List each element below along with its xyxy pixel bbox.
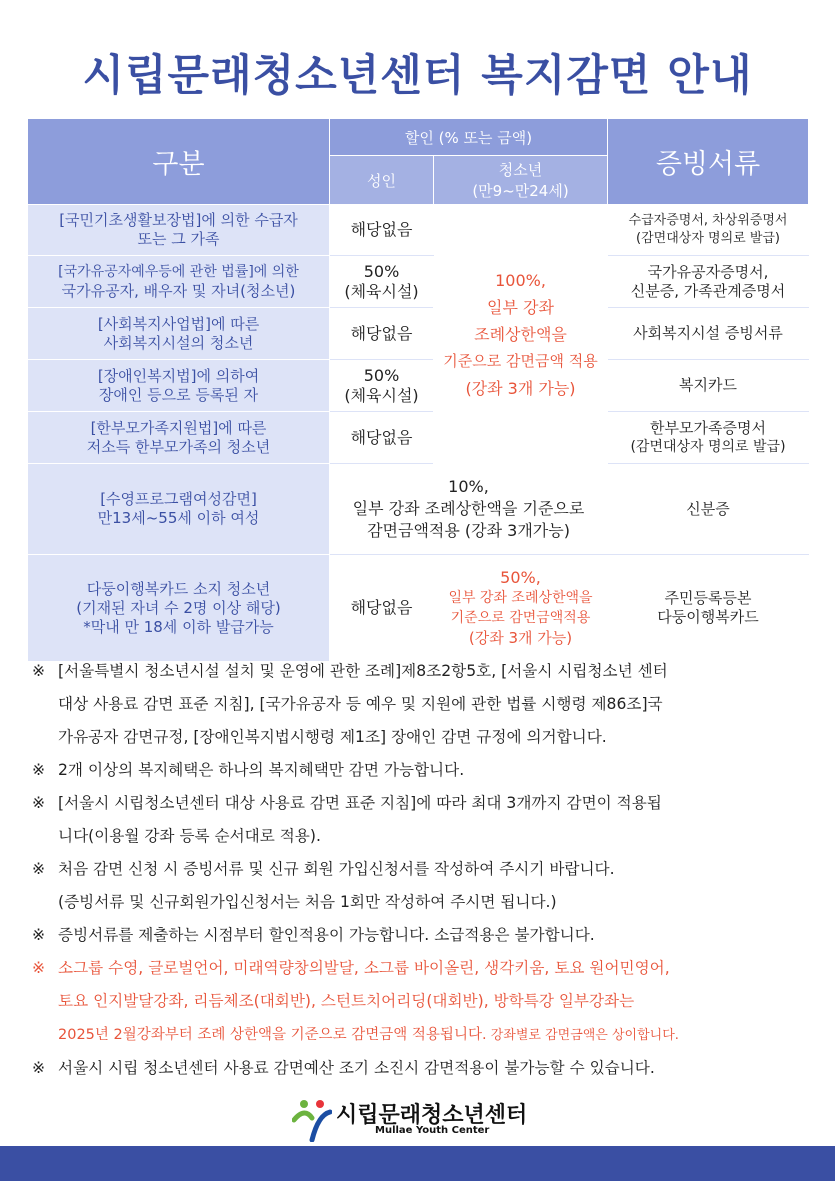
note-6-line3 <box>32 1018 817 1052</box>
note-text: [서울시 시립청소년센터 대상 사용료 감면 표준 지침]에 따라 최대 3개까지 감면이 적용됩 <box>58 794 662 812</box>
row4-docs: 복지카드 <box>608 360 809 412</box>
note-mark: ※ <box>32 926 46 944</box>
row1-category-line2: 또는 그 가족 <box>137 230 220 248</box>
note-text: 소그룹 수영, 글로벌언어, 미래역량창의발달, 소그룹 바이올린, 생각키움, 토요 원어민영어, <box>58 959 670 977</box>
note-2 <box>32 754 817 787</box>
header-adult: 성인 <box>330 156 434 205</box>
dadung-docs-line2: 다둥이행복카드 <box>657 608 759 626</box>
youth-merged-line3: 조례상한액을 <box>474 324 567 344</box>
note-mark: ※ <box>32 1059 46 1077</box>
row1-docs-line1: 수급자증명서, 차상위증명서 <box>628 213 788 228</box>
note-4-line1 <box>32 853 817 886</box>
row5-docs <box>608 412 809 464</box>
note-text: 서울시 시립 청소년센터 사용료 감면예산 조기 소진시 감면적용이 불가능할 수 있습니다. <box>58 1059 655 1077</box>
dadung-category-line1: 다둥이행복카드 소지 청소년 <box>86 579 271 598</box>
note-1-line1 <box>32 655 817 688</box>
header-youth <box>434 156 608 205</box>
logo-english: Mullae Youth Center <box>375 1125 490 1136</box>
row4-adult <box>330 360 434 412</box>
note-1-line3: 가유공자 감면규정, [장애인복지법시행령 제1조] 장애인 감면 규정에 의거합니다. <box>58 728 607 746</box>
row4-category <box>28 360 330 412</box>
row2-adult-line1: 50% <box>363 261 400 281</box>
swim-discount-line3: 감면금액적용 (강좌 3개가능) <box>367 521 570 540</box>
youth-merged-discount <box>434 205 608 464</box>
swim-category-line1: [수영프로그램여성감면] <box>100 490 257 508</box>
swim-discount <box>330 464 608 555</box>
header-docs: 증빙서류 <box>608 119 809 205</box>
dadung-adult: 해당없음 <box>330 555 434 662</box>
swim-discount-line1: 10%, <box>448 477 489 496</box>
discount-table <box>27 118 809 662</box>
row1-category-line1: [국민기초생활보장법]에 의한 수급자 <box>59 211 298 229</box>
note-text-small: 강좌별로 감면금액은 상이합니다. <box>486 1028 679 1043</box>
row3-category-line2: 사회복지시설의 청소년 <box>103 333 254 352</box>
swim-discount-line2: 일부 강좌 조례상한액을 기준으로 <box>352 499 585 518</box>
dadung-youth <box>434 555 608 662</box>
footer-bar <box>0 1146 835 1181</box>
swim-docs: 신분증 <box>608 464 809 555</box>
row2-docs-line1: 국가유공자증명서, <box>647 262 769 281</box>
header-category: 구분 <box>28 119 330 205</box>
youth-center-logo-icon <box>292 1098 332 1142</box>
youth-merged-line1: 100%, <box>495 270 546 290</box>
row5-category-line1: [한부모가족지원법]에 따른 <box>90 418 267 437</box>
dadung-category-line2: (기재된 자녀 수 2명 이상 해당) <box>76 598 281 617</box>
note-text: 증빙서류를 제출하는 시점부터 할인적용이 가능합니다. 소급적용은 불가합니다. <box>58 926 595 944</box>
header-youth-line1: 청소년 <box>498 161 543 179</box>
youth-merged-line5: (강좌 3개 가능) <box>465 378 576 398</box>
note-mark: ※ <box>32 794 46 812</box>
note-4-line2: (증빙서류 및 신규회원가입신청서는 처음 1회만 작성하여 주시면 됩니다.) <box>58 893 557 911</box>
dadung-youth-line3: 기준으로 감면금액적용 <box>450 610 591 626</box>
row4-category-line1: [장애인복지법]에 의하여 <box>97 366 260 385</box>
row4-adult-line2: (체육시설) <box>344 385 419 405</box>
dadung-docs-line1: 주민등록등본 <box>664 589 752 607</box>
header-discount: 할인 (% 또는 금액) <box>330 119 608 156</box>
note-text: 2025년 2월강좌부터 조례 상한액을 기준으로 감면금액 적용됩니다. <box>58 1027 487 1043</box>
note-mark: ※ <box>32 662 46 680</box>
row1-category <box>28 205 330 256</box>
youth-merged-line2: 일부 강좌 <box>487 297 554 317</box>
row2-docs <box>608 256 809 308</box>
row2-adult-line2: (체육시설) <box>344 281 419 301</box>
logo-name: 시립문래청소년센터 <box>336 1103 528 1128</box>
row1-docs <box>608 205 809 256</box>
note-5 <box>32 919 817 952</box>
note-3-line1 <box>32 787 817 820</box>
row2-adult <box>330 256 434 308</box>
dadung-docs <box>608 555 809 662</box>
row3-docs: 사회복지시설 증빙서류 <box>608 308 809 360</box>
note-text: 2개 이상의 복지혜택은 하나의 복지혜택만 감면 가능합니다. <box>58 761 465 779</box>
row1-adult: 해당없음 <box>330 205 434 256</box>
dadung-youth-line2: 일부 강좌 조례상한액을 <box>448 590 593 606</box>
note-1-line2: 대상 사용료 감면 표준 지침], [국가유공자 등 예우 및 지원에 관한 법률 시행령 제86조]국 <box>58 695 663 713</box>
note-mark: ※ <box>32 860 46 878</box>
youth-merged-line4: 기준으로 감면금액 적용 <box>443 351 598 370</box>
note-6-line1 <box>32 952 817 985</box>
header-youth-line2: (만9~만24세) <box>472 182 569 200</box>
row3-category <box>28 308 330 360</box>
row3-adult: 해당없음 <box>330 308 434 360</box>
row2-category <box>28 256 330 308</box>
swim-category-line2: 만13세~55세 이하 여성 <box>97 509 260 527</box>
note-mark: ※ <box>32 959 46 977</box>
row2-category-line1: [국가유공자예우등에 관한 법률]에 의한 <box>58 263 299 280</box>
row4-category-line2: 장애인 등으로 등록된 자 <box>98 385 259 404</box>
row5-category <box>28 412 330 464</box>
row5-adult: 해당없음 <box>330 412 434 464</box>
note-3-line2: 니다(이용월 강좌 등록 순서대로 적용). <box>58 827 321 845</box>
row3-category-line1: [사회복지사업법]에 따른 <box>97 314 260 333</box>
dadung-category <box>28 555 330 662</box>
row5-docs-line2: (감면대상자 명의로 발급) <box>630 438 786 455</box>
note-mark: ※ <box>32 761 46 779</box>
row2-docs-line2: 신분증, 가족관계증명서 <box>630 281 786 300</box>
swim-category <box>28 464 330 555</box>
row4-adult-line1: 50% <box>363 365 400 385</box>
note-6-line2: 토요 인지발달강좌, 리듬체조(대회반), 스턴트치어리딩(대회반), 방학특강 일부강좌는 <box>58 992 635 1010</box>
row2-category-line2: 국가유공자, 배우자 및 자녀(청소년) <box>61 281 296 300</box>
dadung-category-line3: *막내 만 18세 이하 발급가능 <box>83 617 274 636</box>
note-7 <box>32 1052 817 1085</box>
row5-category-line2: 저소득 한부모가족의 청소년 <box>86 437 271 456</box>
dadung-youth-line1: 50%, <box>500 568 541 587</box>
page-title: 시립문래청소년센터 복지감면 안내 <box>82 51 753 101</box>
note-text: 처음 감면 신청 시 증빙서류 및 신규 회원 가입신청서를 작성하여 주시기 바랍니다. <box>58 860 615 878</box>
note-text: [서울특별시 청소년시설 설치 및 운영에 관한 조례]제8조2항5호, [서울시 시립청소년 센터 <box>58 662 668 680</box>
notes-section <box>32 655 817 1085</box>
row5-docs-line1: 한부모가족증명서 <box>650 418 766 437</box>
center-logo <box>292 1098 552 1142</box>
dadung-youth-line4: (강좌 3개 가능) <box>468 629 573 647</box>
row1-docs-line2: (감면대상자 명의로 발급) <box>636 231 781 246</box>
